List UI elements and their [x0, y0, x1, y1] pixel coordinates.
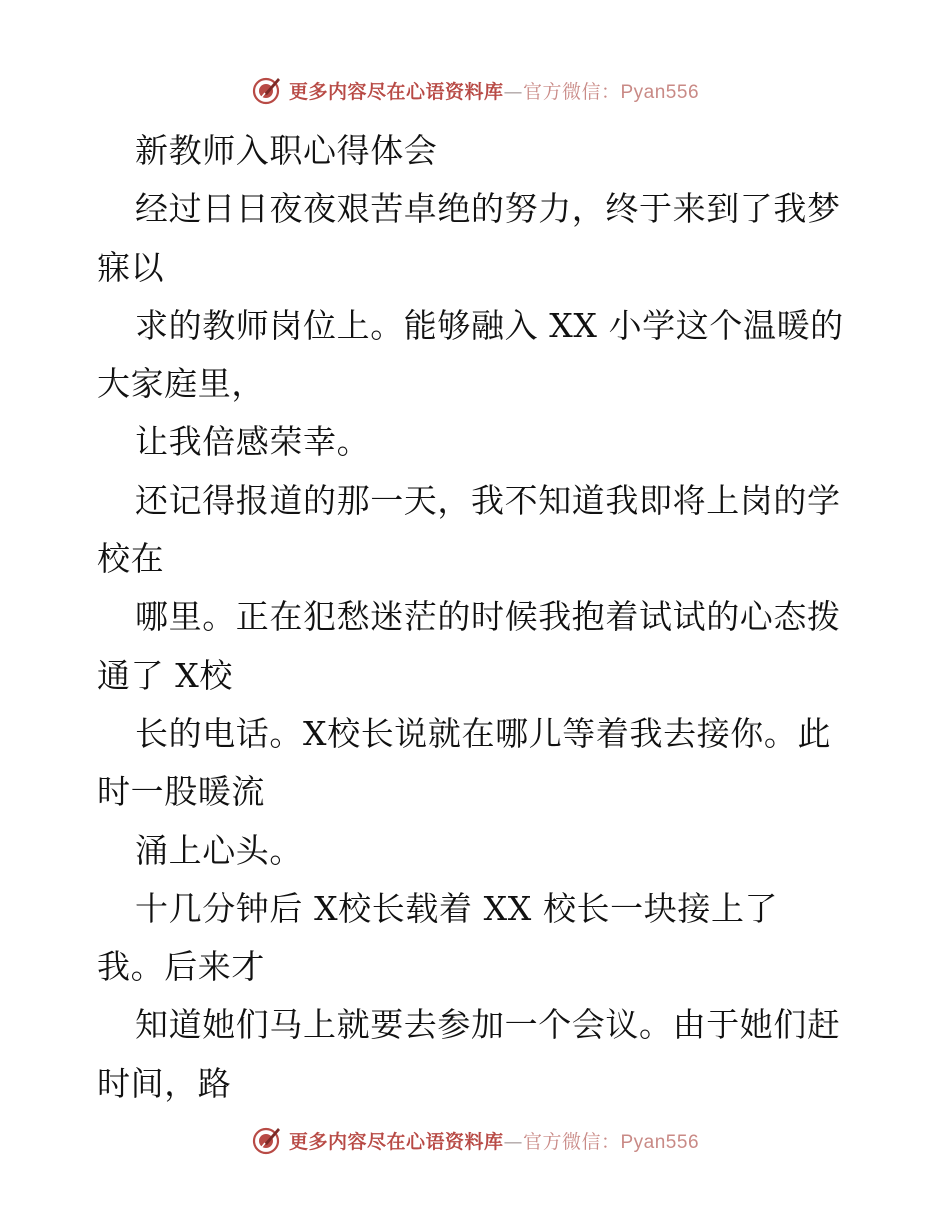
text-line: 大家庭里，: [97, 364, 265, 404]
text-line: 知道她们马上就要去参加一个会议。由于她们赶: [135, 1005, 841, 1045]
text-line: 求的教师岗位上。能够融入 XX 小学这个温暖的: [135, 305, 844, 345]
watermark-text: [289, 1127, 699, 1154]
text-line: 经过日日夜夜艰苦卓绝的努力，终于来到了我梦: [135, 189, 841, 229]
header-watermark: [0, 70, 950, 110]
text-line: 哪里。正在犯愁迷茫的时候我抱着试试的心态拨: [135, 597, 841, 637]
text-line: 让我倍感荣幸。: [135, 422, 371, 462]
text-line: 十几分钟后 X校长载着 XX 校长一块接上了: [135, 888, 779, 928]
watermark-dash: —: [503, 1130, 523, 1153]
watermark-official: 官方微信：: [522, 1130, 621, 1153]
watermark-wechat-id: Pyan556: [620, 1131, 700, 1153]
watermark-dash: —: [503, 80, 523, 103]
watermark-brand: 更多内容尽在心语资料库: [288, 1130, 504, 1153]
text-line: 涌上心头。: [135, 830, 303, 870]
text-line: 还记得报道的那一天，我不知道我即将上岗的学: [135, 480, 841, 520]
watermark-official: 官方微信：: [522, 80, 621, 103]
text-line: 校在: [97, 539, 165, 579]
quill-seal-icon: [251, 1124, 283, 1156]
text-line: 时一股暖流: [97, 772, 265, 812]
watermark-text: [289, 77, 699, 104]
quill-seal-icon: [251, 74, 283, 106]
footer-watermark: [0, 1120, 950, 1160]
document-title: 新教师入职心得体会: [135, 131, 438, 170]
text-line: 通了 X校: [97, 655, 233, 695]
text-line: 时间，路: [97, 1063, 232, 1103]
document-body: [97, 122, 857, 1113]
watermark-wechat-id: Pyan556: [620, 81, 700, 103]
watermark-brand: 更多内容尽在心语资料库: [288, 80, 504, 103]
text-line: 长的电话。X校长说就在哪儿等着我去接你。此: [135, 713, 832, 753]
text-line: 寐以: [97, 247, 165, 287]
text-line: 我。后来才: [97, 947, 265, 987]
